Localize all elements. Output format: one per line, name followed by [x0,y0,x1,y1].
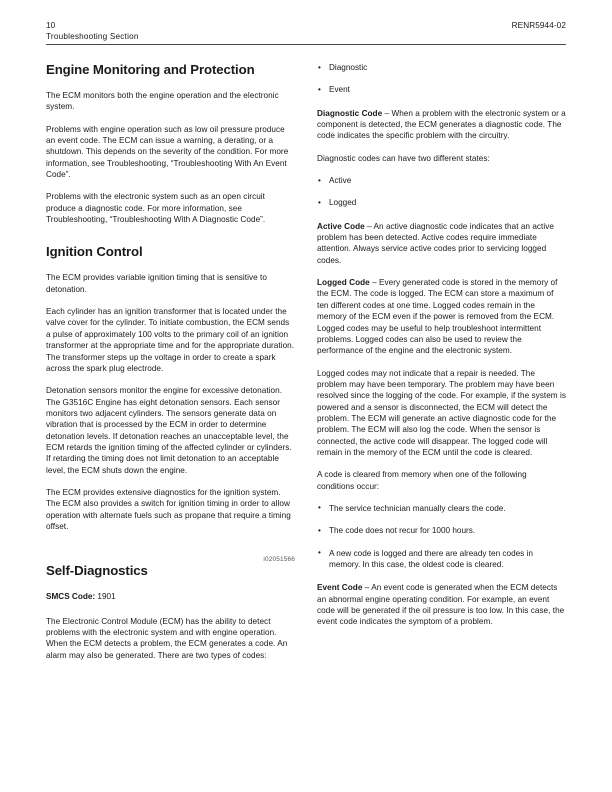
body-columns [46,62,566,672]
definition-text: Every generated code is stored in the memory of the ECM. The code is logged. The ECM can store a maximum of ten different codes at one time. Logged codes remain in the memory of the ECM even if the power is removed from the ECM. Logged codes may be useful to help troubleshoot intermittent problems. Logged codes can also be used to review the performance of the engine and the electronic system. [317,278,558,356]
page-number: 10 [46,21,56,30]
smcs-code-label: SMCS Code [46,592,93,602]
header-top-row [46,20,566,31]
list-code-types [317,62,566,96]
page-header [46,20,566,45]
list-item: • Active [317,175,566,186]
paragraph-diagnostic-code [317,108,566,142]
heading-self-diagnostics: Self-Diagnostics [46,563,148,579]
paragraph-logged-codes-repair: Logged codes may not indicate that a repair is needed. The problem may have been temporary. The problem may have been resolved since the logging of the code. For example, if the system is powered and a sensor is disconnected, the ECM will detect the problem. The ECM will generate an active diagnostic code for the problem. The ECM will also log the code. When the sensor is connected, the active code will disappear. The logged code will remain in the memory of the ECM until the code is cleared. [317,368,566,457]
term-active-code: Active Code [317,221,365,231]
list-item: • Logged [317,197,566,208]
paragraph-ecm-monitors: The ECM monitors both the engine operation and the electronic system. [46,91,279,112]
dash-separator: – [369,278,379,288]
list-item: • Event [317,84,566,95]
paragraph-event-code [317,582,566,627]
list-item: • A new code is logged and there are already ten codes in memory. In this case, the oldest code is cleared. [317,548,566,571]
smcs-code-value: 1901 [97,592,116,602]
list-item: • The service technician manually clears the code. [317,503,566,514]
paragraph-ignition-transformer: Each cylinder has an ignition transformer that is located under the valve cover for the cylinder. To initiate combustion, the ECM sends a pulse of approximately 100 volts to the primary coil of an ignition transformer at the appropriate time and for the appropriate duration. The transformer steps up the voltage in order to create a spark across the spark plug electrode. [46,307,295,373]
term-event-code: Event Code [317,583,363,593]
paragraph-active-code [317,221,566,266]
heading-engine-monitoring-and-protection: Engine Monitoring and Protection [46,62,255,77]
paragraph-electronic-problems: Problems with the electronic system such as an open circuit produce a diagnostic code. For more information, see Troubleshooting, “Troubleshooting With A Diagnostic Code”. [46,192,266,225]
header-divider-rule [46,44,566,45]
paragraph-engine-problems: Problems with engine operation such as low oil pressure produce an event code. The ECM can issue a warning, a derating, or a shutdown. This depends on the severity of the condition. For more information, see Troubleshooting, “Troubleshooting With An Event Code”. [46,124,289,180]
definition-text: When a problem with the electronic system or a component is detected, the ECM generates a diagnostic code. The code indicates the specific problem with the circuitry. [317,108,566,141]
dash-separator: – [364,221,374,231]
paragraph-states-intro: Diagnostic codes can have two different states: [317,153,490,163]
smcs-code-line: SMCS Code: 1901 [46,592,116,602]
term-logged-code: Logged Code [317,278,370,288]
left-column [46,62,295,672]
list-item: • Diagnostic [317,62,566,73]
paragraph-logged-code [317,277,566,356]
dash-separator: – [362,583,372,593]
term-diagnostic-code: Diagnostic Code [317,108,383,118]
dash-separator: – [382,108,392,118]
paragraph-ecm-ability: The Electronic Control Module (ECM) has the ability to detect problems with the electronic system and with engine operation. When the ECM detects a problem, the ECM generates a code. An alarm may also be generated. There are two types of codes: [46,616,288,660]
list-diagnostic-states [317,175,566,209]
image-reference-code: i02051566 [263,556,295,564]
section-name: Troubleshooting Section [46,32,139,42]
heading-ignition-control: Ignition Control [46,244,143,260]
document-id: RENR5944-02 [511,21,566,30]
definition-text: An event code is generated when the ECM detects an abnormal engine operating condition. For example, an event code will be generated if the oil pressure is too low. In this case, the event code indicates the symptom of a problem. [317,583,565,627]
paragraph-variable-timing: The ECM provides variable ignition timing that is sensitive to detonation. [46,273,267,294]
paragraph-clear-intro: A code is cleared from memory when one of the following conditions occur: [317,470,527,491]
paragraph-detonation-sensors: Detonation sensors monitor the engine for excessive detonation. The G3516C Engine has eight detonation sensors. Each sensor monitors two adjacent cylinders. The sensors generate data on vibration that is processed by the ECM in order to determine detonation levels. If detonation reaches an unacceptable level, the ECM retards the ignition timing of the affected cylinder or cylinders. If retarding the timing does not limit detonation to an acceptable level, the ECM shuts down the engine. [46,386,292,475]
definition-text: An active diagnostic code indicates that an active problem has been detected. Active codes require immediate attention. Always service active codes prior to servicing logged codes. [317,221,554,265]
list-item: • The code does not recur for 1000 hours. [317,525,566,536]
list-clear-conditions [317,503,566,570]
paragraph-ignition-diagnostics: The ECM provides extensive diagnostics for the ignition system. The ECM also provides a switch for ignition timing in order to allow operation with alternate fuels such as propane that require a timing offset. [46,487,291,531]
right-column [317,62,566,672]
